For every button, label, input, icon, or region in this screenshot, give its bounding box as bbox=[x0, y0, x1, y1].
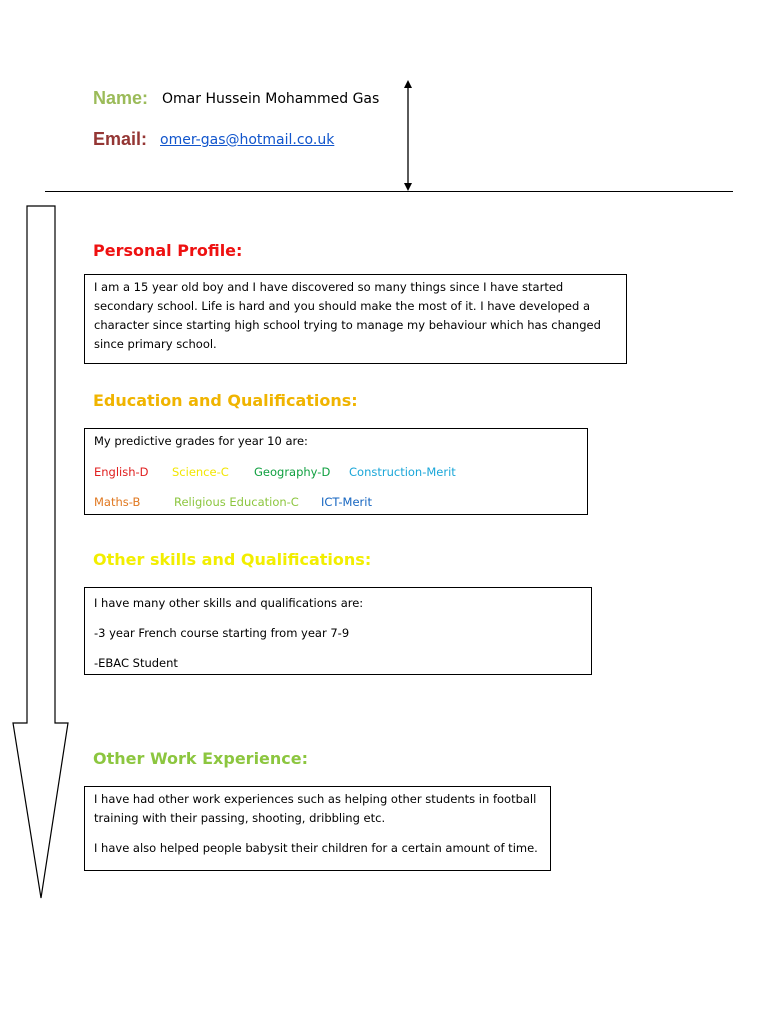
name-label: Name: bbox=[93, 88, 149, 108]
grade-construction: Construction-Merit bbox=[349, 465, 456, 479]
email-label: Email: bbox=[93, 129, 148, 149]
name-value: Omar Hussein Mohammed Gas bbox=[162, 91, 380, 107]
grade-english: English-D bbox=[94, 465, 149, 479]
skills-line-ebac: -EBAC Student bbox=[94, 656, 178, 670]
skills-heading: Other skills and Qualifications: bbox=[93, 550, 372, 569]
work-para-babysit: I have also helped people babysit their children for a certain amount of time. bbox=[94, 841, 538, 855]
work-para-football: I have had other work experiences such as helping other students in football training with their passing, shooting, dribbling etc. bbox=[94, 792, 537, 825]
grade-geography: Geography-D bbox=[254, 465, 331, 479]
double-arrow-icon bbox=[396, 80, 420, 192]
profile-heading: Personal Profile: bbox=[93, 241, 243, 260]
education-intro: My predictive grades for year 10 are: bbox=[94, 434, 308, 448]
education-box bbox=[84, 428, 588, 515]
email-link[interactable]: omer-gas@hotmail.co.uk bbox=[160, 132, 335, 148]
down-arrow-icon bbox=[10, 205, 72, 903]
grade-maths: Maths-B bbox=[94, 495, 141, 509]
skills-line-french: -3 year French course starting from year 7-9 bbox=[94, 626, 350, 640]
divider-line bbox=[45, 191, 733, 192]
work-box bbox=[84, 786, 551, 871]
profile-text: I am a 15 year old boy and I have discovered so many things since I have started secondary school. Life is hard and you should make the most of it. I have developed a character since starting high school trying to manage my behaviour which has changed since primary school. bbox=[94, 280, 601, 351]
education-heading: Education and Qualifications: bbox=[93, 391, 358, 410]
grade-religious-education: Religious Education-C bbox=[174, 495, 299, 509]
skills-line-intro: I have many other skills and qualifications are: bbox=[94, 596, 364, 610]
skills-box bbox=[84, 587, 592, 675]
grade-ict: ICT-Merit bbox=[321, 495, 372, 509]
profile-box bbox=[84, 274, 627, 364]
work-heading: Other Work Experience: bbox=[93, 749, 309, 768]
grade-science: Science-C bbox=[172, 465, 229, 479]
